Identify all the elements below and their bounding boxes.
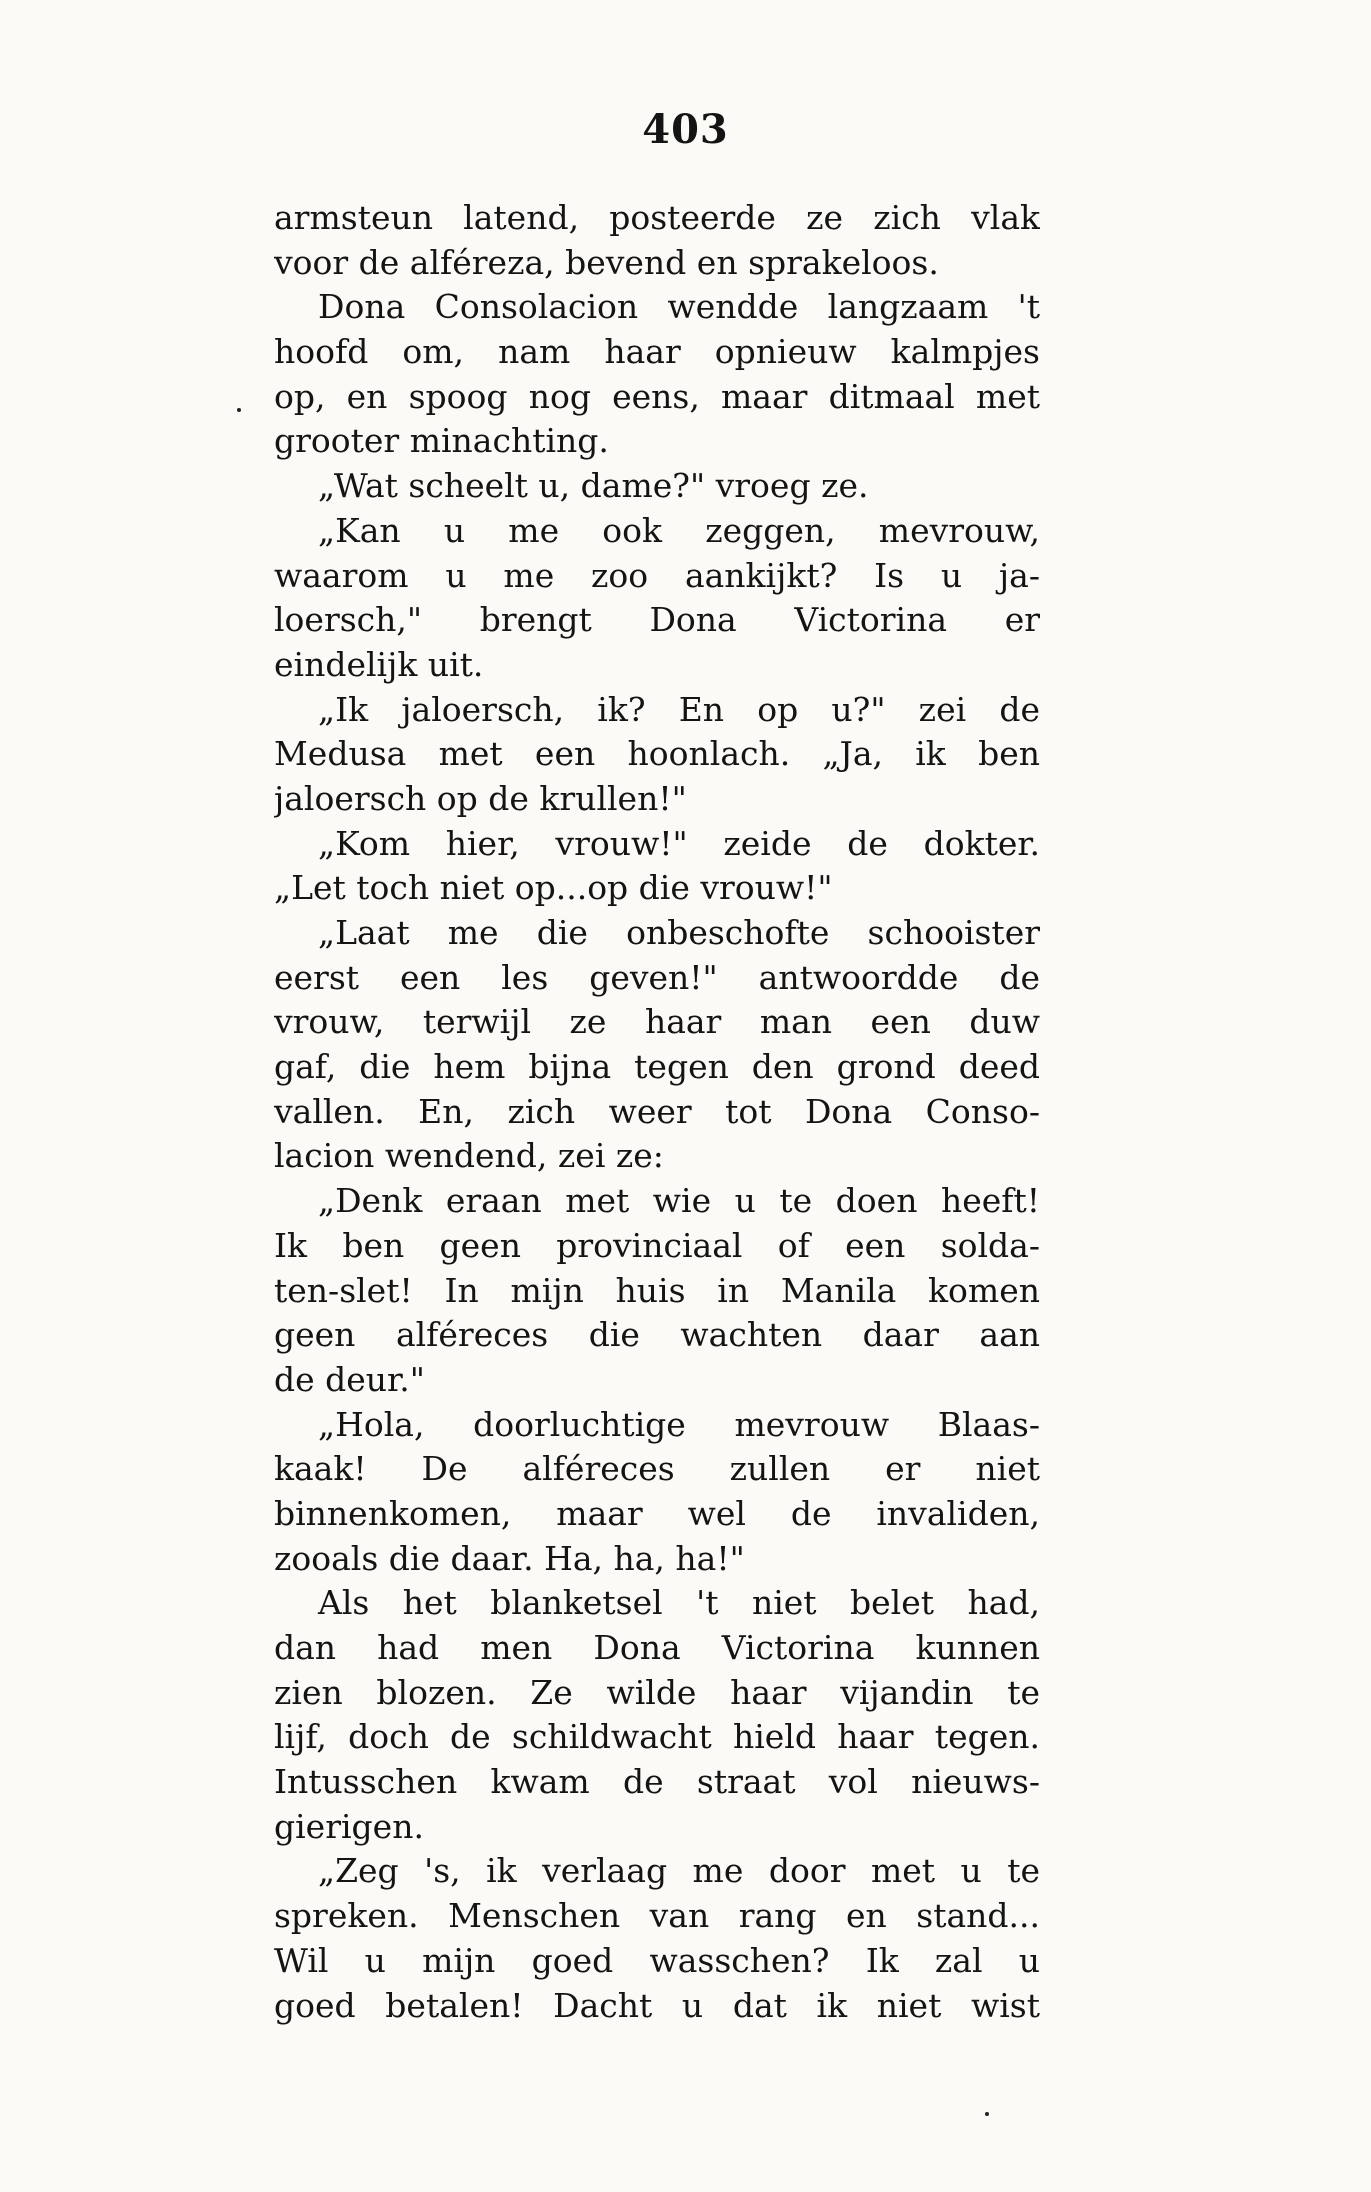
print-speck — [237, 408, 241, 412]
text-line: Intusschen kwam de straat vol nieuws- — [274, 1762, 1040, 1802]
text-line: zien blozen. Ze wilde haar vijandin te — [274, 1672, 1040, 1712]
text-line: armsteun latend, posteerde ze zich vlak — [274, 198, 1040, 237]
text-line: „Kom hier, vrouw!" zeide de dokter. — [318, 823, 1040, 863]
text-line: „Zeg 's, ik verlaag me door met u te — [318, 1851, 1040, 1891]
text-line: dan had men Dona Victorina kunnen — [274, 1628, 1040, 1667]
text-line: „Laat me die onbeschofte schooister — [318, 913, 1040, 952]
text-line: kaak! De alféreces zullen er niet — [274, 1449, 1040, 1489]
body-text — [274, 196, 1040, 2028]
text-line: jaloersch op de krullen!" — [274, 778, 687, 818]
page-number: 403 — [642, 106, 729, 153]
text-line: hoofd om, nam haar opnieuw kalmpjes — [274, 332, 1040, 372]
text-line: lacion wendend, zei ze: — [274, 1136, 664, 1176]
text-line: Als het blanketsel 't niet belet had, — [318, 1583, 1040, 1623]
text-line: „Denk eraan met wie u te doen heeft! — [318, 1181, 1040, 1221]
text-line: Wil u mijn goed wasschen? Ik zal u — [274, 1940, 1040, 1980]
text-line: grooter minachting. — [274, 421, 609, 461]
text-line: „Let toch niet op...op die vrouw!" — [274, 868, 833, 908]
text-line: „Hola, doorluchtige mevrouw Blaas- — [318, 1404, 1040, 1444]
text-line: geen alféreces die wachten daar aan — [274, 1315, 1040, 1355]
text-line: lijf, doch de schildwacht hield haar tegen. — [274, 1717, 1040, 1757]
text-line: „Kan u me ook zeggen, mevrouw, — [318, 510, 1040, 550]
text-line: gaf, die hem bijna tegen den grond deed — [274, 1047, 1040, 1087]
text-line: Medusa met een hoonlach. „Ja, ik ben — [274, 734, 1040, 774]
text-line: waarom u me zoo aankijkt? Is u ja- — [274, 555, 1040, 595]
text-line: eindelijk uit. — [274, 644, 484, 684]
text-line: vallen. En, zich weer tot Dona Conso- — [274, 1091, 1040, 1131]
text-line: ten-slet! In mijn huis in Manila komen — [274, 1270, 1040, 1310]
text-line: eerst een les geven!" antwoordde de — [274, 957, 1040, 997]
text-line: „Wat scheelt u, dame?" vroeg ze. — [318, 466, 869, 506]
text-line: loersch," brengt Dona Victorina er — [274, 600, 1040, 640]
text-line: de deur." — [274, 1359, 425, 1399]
text-line: Ik ben geen provinciaal of een solda- — [274, 1225, 1040, 1265]
text-line: gierigen. — [274, 1806, 424, 1846]
text-line: „Ik jaloersch, ik? En op u?" zei de — [318, 689, 1040, 729]
text-line: voor de alféreza, bevend en sprakeloos. — [274, 242, 939, 282]
text-line: vrouw, terwijl ze haar man een duw — [274, 1002, 1040, 1042]
text-line: op, en spoog nog eens, maar ditmaal met — [274, 376, 1040, 416]
print-speck — [985, 2112, 989, 2116]
text-line: spreken. Menschen van rang en stand... — [274, 1896, 1040, 1936]
text-line: goed betalen! Dacht u dat ik niet wist — [274, 1985, 1040, 2025]
text-line: Dona Consolacion wendde langzaam 't — [318, 287, 1040, 327]
text-line: binnenkomen, maar wel de invaliden, — [274, 1493, 1040, 1533]
text-line: zooals die daar. Ha, ha, ha!" — [274, 1538, 745, 1578]
